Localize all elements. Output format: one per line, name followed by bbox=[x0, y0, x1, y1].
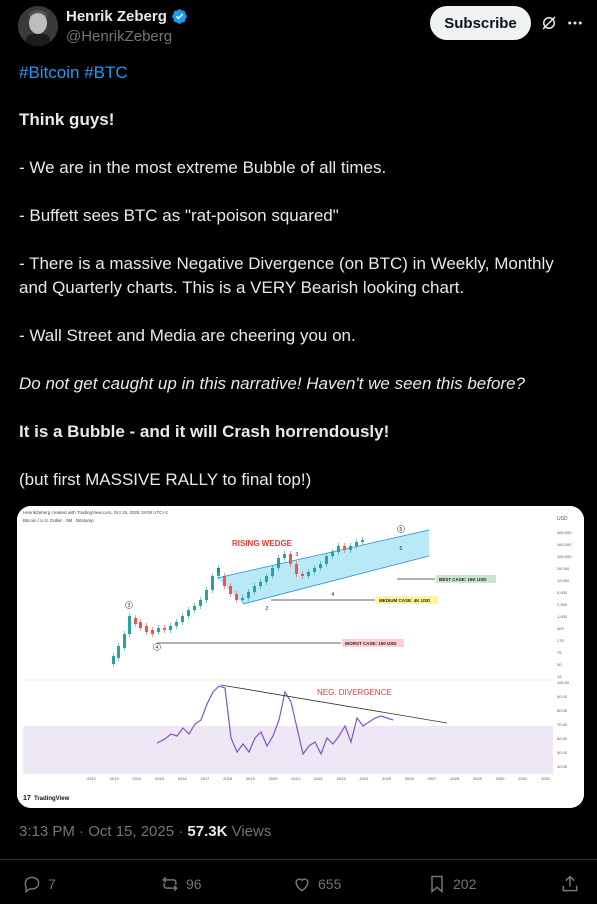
tradingview-brand: TradingView bbox=[34, 796, 70, 802]
candle-body bbox=[295, 564, 298, 574]
tweet-meta bbox=[19, 823, 271, 840]
price-axis-tick: 2,200 bbox=[557, 602, 568, 607]
candle-body bbox=[175, 622, 178, 626]
views-label: Views bbox=[227, 823, 272, 840]
price-axis-tick: 75 bbox=[557, 650, 562, 655]
rsi-axis-tick: 100.00 bbox=[557, 680, 570, 685]
tweet-timestamp[interactable]: 3:13 PM · Oct 15, 2025 · bbox=[19, 823, 188, 840]
x-axis-tick: 2028 bbox=[450, 776, 460, 781]
rsi-axis-tick: 40.00 bbox=[557, 764, 568, 769]
wave-label: 3 bbox=[295, 552, 299, 558]
price-axis-tick: 100,000 bbox=[557, 554, 572, 559]
tweet-line-bubble: - We are in the most extreme Bubble of all times. bbox=[19, 158, 387, 177]
candle-body bbox=[277, 558, 280, 568]
candle-body bbox=[271, 568, 274, 576]
candle-body bbox=[247, 592, 250, 598]
x-axis-tick: 2012 bbox=[87, 776, 96, 781]
x-axis-tick: 2014 bbox=[132, 776, 142, 781]
candle-body bbox=[283, 554, 286, 558]
price-axis-tick: 160,000 bbox=[557, 542, 572, 547]
wave-label: 4 bbox=[331, 592, 335, 598]
x-axis-tick: 2021 bbox=[291, 776, 301, 781]
candle-body bbox=[289, 554, 292, 564]
candle-body bbox=[193, 606, 196, 610]
x-axis-tick: 2031 bbox=[518, 776, 528, 781]
chart-title: RISING WEDGE bbox=[232, 539, 293, 548]
subscribe-button[interactable]: Subscribe bbox=[430, 6, 531, 40]
candle-body bbox=[343, 546, 346, 550]
candle-body bbox=[134, 618, 137, 624]
candle-body bbox=[361, 540, 364, 542]
x-axis bbox=[87, 776, 551, 781]
price-axis-tick: 5,000 bbox=[557, 590, 568, 595]
rsi-axis-tick: 60.00 bbox=[557, 736, 568, 741]
candle-body bbox=[307, 572, 310, 576]
wave-label: 2 bbox=[265, 606, 269, 612]
rsi-band bbox=[23, 726, 553, 774]
wave-label: 5 bbox=[399, 527, 403, 533]
candle-body bbox=[187, 610, 190, 616]
candle-body bbox=[112, 656, 115, 664]
candle-body bbox=[349, 546, 352, 550]
x-axis-tick: 2022 bbox=[314, 776, 323, 781]
x-axis-tick: 2019 bbox=[245, 776, 255, 781]
price-axis-tick: 400,000 bbox=[557, 530, 572, 535]
x-axis-tick: 2015 bbox=[155, 776, 165, 781]
wave-label: 3 bbox=[127, 603, 131, 609]
candle-body bbox=[241, 598, 244, 600]
rsi-axis-tick: 50.00 bbox=[557, 750, 568, 755]
candle-body bbox=[139, 622, 142, 628]
wave-label: 5 bbox=[399, 546, 403, 552]
price-axis-tick: 400 bbox=[557, 626, 564, 631]
price-axis-tick: 15 bbox=[557, 674, 562, 679]
tweet-line-crash: It is a Bubble - and it will Crash horrendously! bbox=[19, 422, 390, 441]
rsi-axis-tick: 70.00 bbox=[557, 722, 568, 727]
tweet-line-think: Think guys! bbox=[19, 110, 115, 129]
chart-currency: USD bbox=[557, 516, 568, 522]
wave-label: 1 bbox=[216, 568, 220, 574]
x-axis-tick: 2032 bbox=[541, 776, 550, 781]
candle-body bbox=[223, 576, 226, 586]
candle-body bbox=[205, 590, 208, 600]
candle-body bbox=[163, 628, 166, 630]
x-axis-tick: 2029 bbox=[472, 776, 482, 781]
x-axis-tick: 2027 bbox=[427, 776, 437, 781]
rsi-axis-tick: 80.00 bbox=[557, 708, 568, 713]
tweet-line-narrative: Do not get caught up in this narrative! Haven't we seen this before? bbox=[19, 374, 525, 393]
grok-icon[interactable] bbox=[540, 14, 558, 32]
author-name-text[interactable]: Henrik Zeberg bbox=[66, 8, 167, 25]
like-count: 655 bbox=[318, 876, 342, 892]
candle-body bbox=[355, 542, 358, 546]
rsi-axis-tick: 90.00 bbox=[557, 694, 568, 699]
best-case-label: BEST CASE: 16K USD bbox=[439, 577, 487, 582]
share-icon bbox=[560, 874, 580, 894]
tweet-line-divergence-2: and Quarterly charts. This is a VERY Bearish looking chart. bbox=[19, 278, 465, 297]
like-button[interactable] bbox=[292, 872, 341, 896]
x-axis-tick: 2016 bbox=[177, 776, 187, 781]
bookmark-button[interactable] bbox=[427, 872, 476, 896]
more-options-icon[interactable] bbox=[566, 14, 584, 32]
x-axis-tick: 2017 bbox=[200, 776, 210, 781]
worst-case-label: WORST CASE: 150 USD bbox=[345, 641, 397, 646]
price-axis-tick: 1,000 bbox=[557, 614, 568, 619]
x-axis-tick: 2023 bbox=[336, 776, 346, 781]
share-button[interactable] bbox=[560, 872, 580, 896]
medium-case-label: MEDIUM CASE: 4K USD bbox=[379, 598, 431, 603]
x-axis-tick: 2025 bbox=[382, 776, 392, 781]
candle-body bbox=[151, 630, 154, 634]
price-axis-tick: 28,000 bbox=[557, 566, 570, 571]
candle-body bbox=[211, 576, 214, 590]
candle-body bbox=[331, 552, 334, 556]
candle-body bbox=[253, 586, 256, 592]
x-axis-tick: 2030 bbox=[495, 776, 505, 781]
reply-icon bbox=[22, 874, 42, 894]
x-axis-tick: 2013 bbox=[109, 776, 119, 781]
x-axis-tick: 2026 bbox=[404, 776, 414, 781]
x-axis-tick: 2020 bbox=[268, 776, 278, 781]
tweet-line-buffett: - Buffett sees BTC as "rat-poison squared" bbox=[19, 206, 339, 225]
author-name[interactable] bbox=[66, 8, 188, 25]
divergence-label: NEG. DIVERGENCE bbox=[317, 688, 392, 697]
tweet-line-wall-street: - Wall Street and Media are cheering you on. bbox=[19, 326, 356, 345]
candle-body bbox=[128, 616, 131, 634]
divider bbox=[0, 859, 597, 860]
candle-body bbox=[319, 564, 322, 568]
tweet-header bbox=[18, 4, 583, 52]
chart-svg bbox=[17, 506, 584, 808]
reply-button[interactable] bbox=[22, 872, 56, 896]
candle-body bbox=[229, 586, 232, 594]
tradingview-logo-icon: 17 bbox=[23, 795, 31, 802]
repost-button[interactable] bbox=[160, 872, 202, 896]
candle-body bbox=[199, 600, 202, 606]
price-axis-tick: 30 bbox=[557, 662, 562, 667]
candle-body bbox=[337, 546, 340, 552]
views-count: 57.3K bbox=[187, 823, 228, 840]
price-axis-tick: 175 bbox=[557, 638, 564, 643]
candle-body bbox=[259, 582, 262, 586]
candle-body bbox=[117, 646, 120, 658]
verified-badge-icon bbox=[171, 8, 188, 25]
candle-body bbox=[313, 568, 316, 572]
repost-icon bbox=[160, 874, 180, 894]
candle-body bbox=[265, 576, 268, 582]
chart-header-text: HenrikZeberg created with TradingView.com, Oct 15, 2025 19:08 UTC+2 bbox=[23, 510, 168, 515]
author-handle[interactable]: @HenrikZeberg bbox=[66, 28, 173, 45]
candle-body bbox=[169, 626, 172, 630]
heart-icon bbox=[292, 874, 312, 894]
wave-label: 4 bbox=[155, 645, 159, 651]
candle-body bbox=[325, 556, 328, 564]
hashtags[interactable]: #Bitcoin #BTC bbox=[19, 63, 128, 82]
candle-body bbox=[123, 634, 126, 648]
repost-count: 96 bbox=[186, 876, 202, 892]
x-axis-tick: 2024 bbox=[359, 776, 369, 781]
chart-image[interactable] bbox=[17, 506, 584, 808]
bookmark-icon bbox=[427, 874, 447, 894]
x-axis-tick: 2018 bbox=[223, 776, 233, 781]
bookmark-count: 202 bbox=[453, 876, 477, 892]
candle-body bbox=[301, 574, 304, 576]
candle-body bbox=[157, 628, 160, 632]
tweet-line-divergence-1: - There is a massive Negative Divergence (on BTC) in Weekly, Monthly bbox=[19, 254, 554, 273]
chart-symbol-text: Bitcoin / U.S. Dollar · 3M · Bitstamp bbox=[23, 518, 94, 523]
candle-body bbox=[181, 616, 184, 622]
avatar[interactable] bbox=[18, 6, 58, 46]
price-axis-tick: 12,000 bbox=[557, 578, 570, 583]
reply-count: 7 bbox=[48, 876, 56, 892]
tweet-line-rally: (but first MASSIVE RALLY to final top!) bbox=[19, 470, 312, 489]
candle-body bbox=[235, 594, 238, 600]
candle-body bbox=[145, 626, 148, 632]
